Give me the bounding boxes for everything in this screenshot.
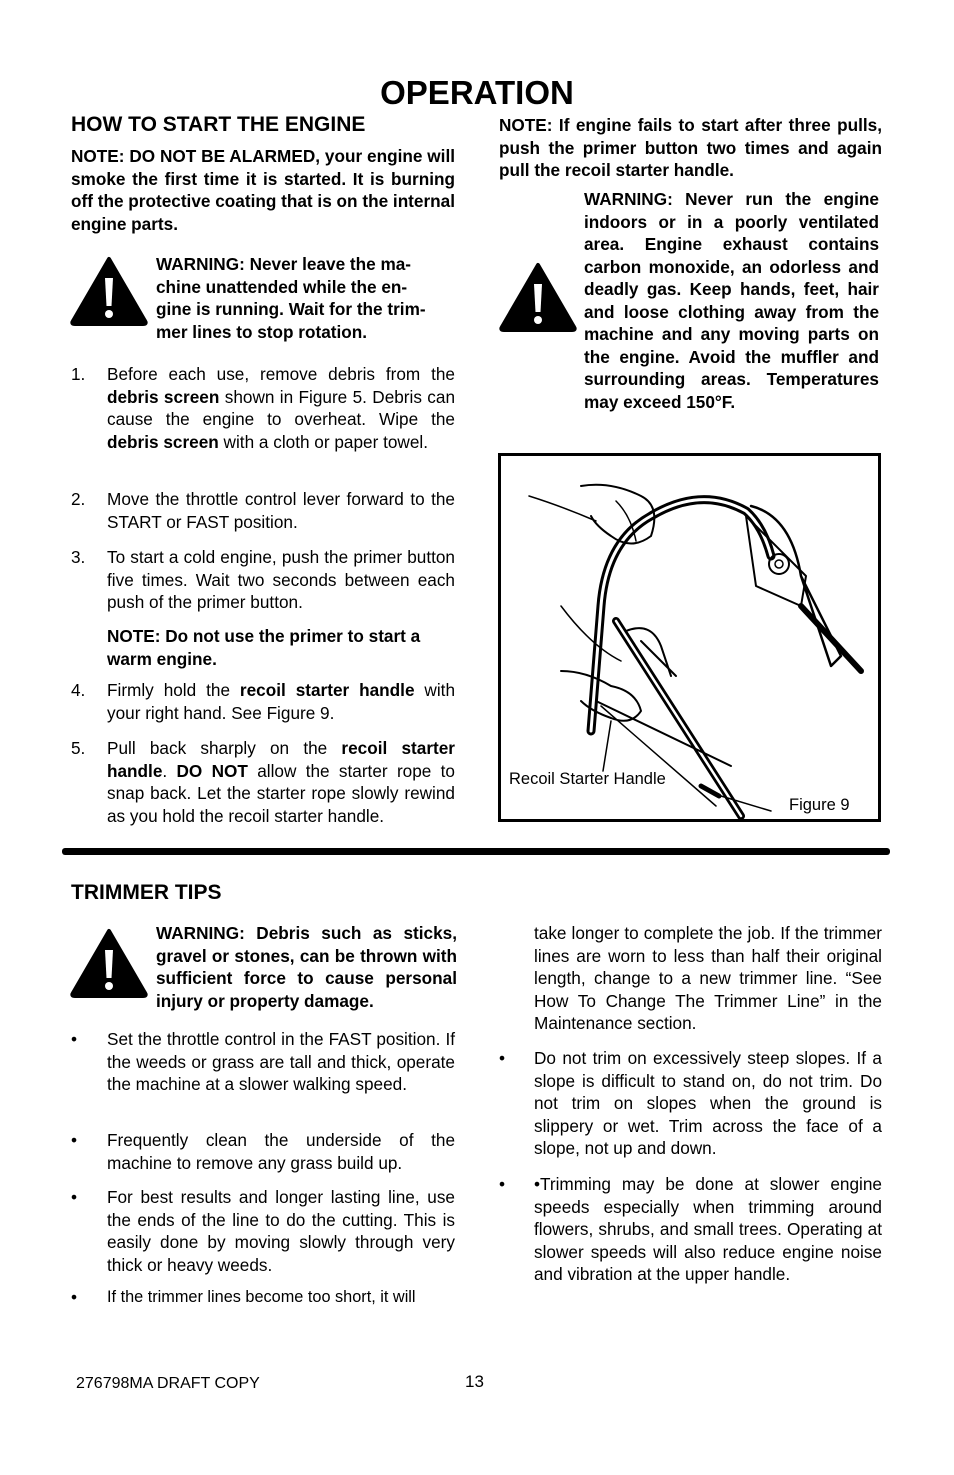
figure-9 <box>498 453 881 822</box>
step-number: 4. <box>71 680 86 700</box>
tip-throttle: Set the throttle control in the FAST position. If the weeds or grass are tall and thick, operate the machine at a slower walking speed. <box>107 1029 455 1094</box>
bullet: • <box>71 1287 78 1307</box>
tip-lines-short-continued: take longer to complete the job. If the trimmer lines are worn to less than half their original length, change to a new trimmer line. “See How To Change The Trimmer Line” in the Maintenance section. <box>534 923 882 1033</box>
tip-clean-underside: Frequently clean the underside of the machine to remove any grass build up. <box>107 1130 455 1173</box>
step-3-text: To start a cold engine, push the primer button five times. Wait two seconds between each push of the primer button. <box>107 547 455 612</box>
text-run: Firmly hold the <box>107 680 240 700</box>
page-title: OPERATION <box>380 74 574 111</box>
bullet: • <box>71 1029 78 1049</box>
tip-steep-slopes: Do not trim on excessively steep slopes. If a slope is difficult to stand on, do not trim. Do not trim on slopes when the ground is slippery or wet. Trim across the face of a slope, not up and down. <box>534 1048 882 1158</box>
warning-line: WARNING: Never leave the ma- <box>156 254 412 274</box>
step-number: 1. <box>71 364 86 384</box>
text-run: allow the starter rope to snap back. Let the starter rope slowly rewind as you hold the recoil starter handle. <box>107 760 455 826</box>
bullet: • <box>499 1048 506 1068</box>
step-2-text: Move the throttle control lever forward to the START or FAST position. <box>107 489 455 532</box>
text-run: Pull back sharply on the <box>107 738 342 758</box>
bullet: • <box>71 1187 78 1207</box>
step-number: 2. <box>71 489 86 509</box>
section-heading-trimmer-tips: TRIMMER TIPS <box>71 881 222 904</box>
term-recoil-starter-handle: recoil starter handle <box>107 738 455 781</box>
step-number: 5. <box>71 738 86 758</box>
warning-unattended <box>156 253 456 343</box>
step-number: 3. <box>71 547 86 567</box>
note-engine-fails: NOTE: If engine fails to start after three pulls, push the primer button two times and again pull the recoil starter handle. <box>499 115 882 180</box>
warning-triangle-icon <box>70 928 148 998</box>
step-1-text <box>107 363 455 453</box>
text-run: with a cloth or paper towel. <box>218 431 429 452</box>
text-run: . <box>162 760 177 781</box>
warning-line: chine unattended while the en- <box>156 276 408 297</box>
warning-line: gine is running. Wait for the trim- <box>156 299 426 319</box>
text-run: shown in Figure 5. Debris can cause the engine to overheat. Wipe the <box>107 386 456 429</box>
step-5-text <box>107 737 455 827</box>
section-divider <box>62 848 890 855</box>
warning-triangle-icon <box>70 256 148 326</box>
tip-line-ends: For best results and longer lasting line, use the ends of the line to do the cutting. This is easily done by moving slowly through very thick or heavy weeds. <box>107 1187 455 1275</box>
warning-triangle-icon <box>499 262 577 332</box>
footer-doc-id: 276798MA DRAFT COPY <box>76 1375 260 1392</box>
figure-callout-recoil-starter-handle: Recoil Starter Handle <box>509 770 666 788</box>
figure-caption: Figure 9 <box>789 796 850 814</box>
warning-indoors: WARNING: Never run the engine indoors or in a poorly ventilated area. Engine exhaust contains carbon monoxide, an odorless and deadly gas. Keep hands, feet, hair and loose clothing away from the machine and any moving parts on the engine. Avoid the muffler and surrounding areas. Temperatures may exceed 150°F. <box>584 189 879 412</box>
bullet: • <box>499 1174 506 1194</box>
term-recoil-starter-handle: recoil starter handle <box>239 680 415 700</box>
mower-handle-illustration <box>501 456 878 819</box>
warning-line: mer lines to stop rotation. <box>156 321 368 342</box>
tip-lines-short: If the trimmer lines become too short, it will <box>107 1288 416 1306</box>
text-run: Before each use, remove debris from the <box>107 364 455 384</box>
term-debris-screen: debris screen <box>107 431 219 452</box>
tip-slower-speeds: •Trimming may be done at slower engine speeds especially when trimming around flowers, shrubs, and small trees. Operating at slower speeds will also reduce engine noise and vibration at the upper handle. <box>534 1174 882 1284</box>
term-debris-screen: debris screen <box>107 386 220 407</box>
step-4-text <box>107 679 455 724</box>
text-run: with your right hand. See Figure 9. <box>107 680 456 723</box>
section-heading-start-engine: HOW TO START THE ENGINE <box>71 113 366 136</box>
note-primer: NOTE: Do not use the primer to start a warm engine. <box>107 626 421 669</box>
note-smoke: NOTE: DO NOT BE ALARMED, your engine will smoke the first time it is started. It is burning off the protective coating that is on the internal engine parts. <box>71 146 455 234</box>
warning-debris: WARNING: Debris such as sticks, gravel or stones, can be thrown with sufficient force to cause personal injury or property damage. <box>156 923 457 1011</box>
bullet: • <box>71 1130 78 1150</box>
term-do-not: DO NOT <box>176 760 248 781</box>
page-number: 13 <box>465 1372 484 1391</box>
